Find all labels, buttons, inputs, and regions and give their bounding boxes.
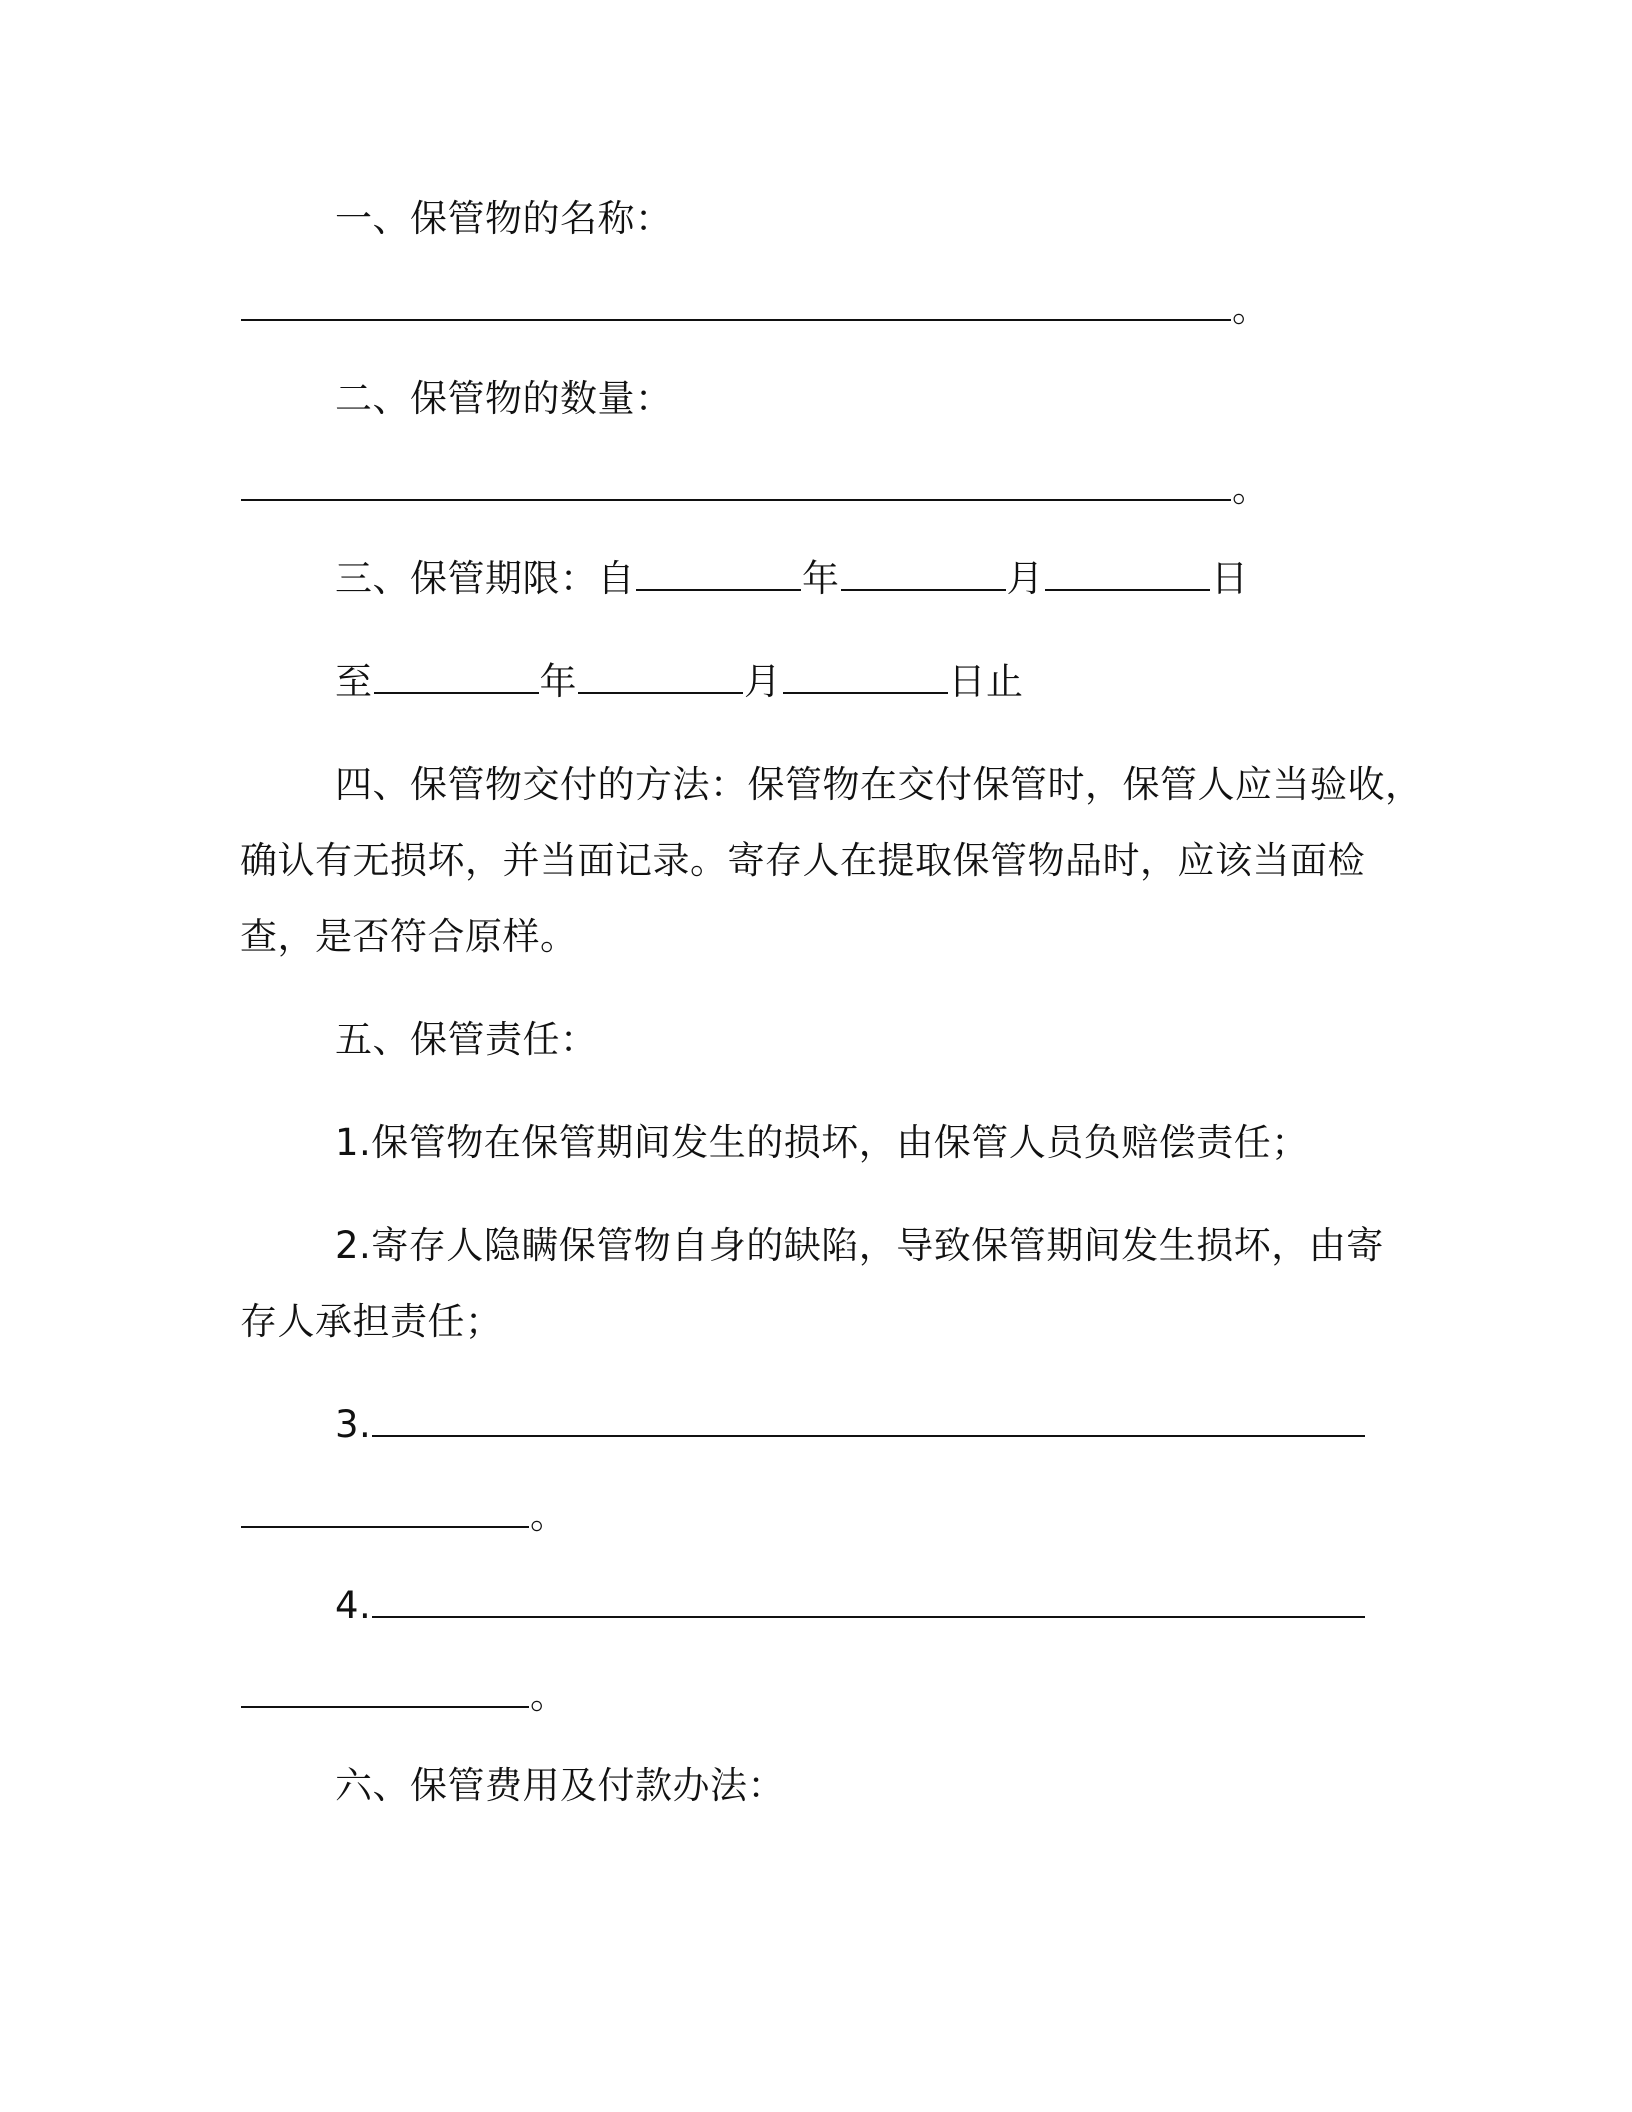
blank-field[interactable] xyxy=(241,1496,529,1528)
month-label: 月 xyxy=(744,660,782,703)
start-day-field[interactable] xyxy=(1045,559,1210,591)
section-5-item-4-line-1 xyxy=(335,1583,1366,1629)
section-2-blank-line xyxy=(240,466,1270,512)
day-label: 日 xyxy=(1211,557,1249,600)
section-4-line-1: 四、保管物交付的方法：保管物在交付保管时，保管人应当验收， xyxy=(335,763,1423,806)
section-5-item-3-line-1 xyxy=(335,1402,1366,1448)
section-5-item-2-line-2: 存人承担责任； xyxy=(240,1300,503,1343)
section-4-line-3: 查，是否符合原样。 xyxy=(240,915,578,958)
year-label: 年 xyxy=(802,557,840,600)
blank-field[interactable] xyxy=(372,1586,1365,1618)
blank-field[interactable] xyxy=(241,469,1231,501)
end-day-field[interactable] xyxy=(783,662,948,694)
blank-field[interactable] xyxy=(372,1405,1365,1437)
section-3-line-2 xyxy=(335,659,1024,705)
section-2-title: 二、保管物的数量： xyxy=(335,377,673,420)
section-5-item-3-line-2 xyxy=(240,1493,568,1539)
period: 。 xyxy=(530,1494,568,1537)
item-number: 4. xyxy=(335,1584,372,1627)
period: 。 xyxy=(1232,467,1270,510)
start-month-field[interactable] xyxy=(841,559,1006,591)
period: 。 xyxy=(530,1674,568,1717)
day-end-label: 日止 xyxy=(948,660,1024,703)
section-6-title: 六、保管费用及付款办法： xyxy=(335,1764,785,1807)
section-3-line-1 xyxy=(335,556,1249,602)
end-month-field[interactable] xyxy=(578,662,743,694)
section-5-item-2-line-1: 2.寄存人隐瞒保管物自身的缺陷，导致保管期间发生损坏，由寄 xyxy=(335,1224,1384,1267)
item-number: 3. xyxy=(335,1403,372,1446)
section-5-item-1: 1.保管物在保管期间发生的损坏，由保管人员负赔偿责任； xyxy=(335,1121,1309,1164)
period: 。 xyxy=(1232,287,1270,330)
start-year-field[interactable] xyxy=(636,559,801,591)
section-1-title: 一、保管物的名称： xyxy=(335,197,673,240)
year-label: 年 xyxy=(539,660,577,703)
term-label: 三、保管期限：自 xyxy=(335,557,635,600)
month-label: 月 xyxy=(1006,557,1044,600)
section-1-blank-line xyxy=(240,286,1270,332)
to-label: 至 xyxy=(335,660,373,703)
end-year-field[interactable] xyxy=(374,662,539,694)
blank-field[interactable] xyxy=(241,1676,529,1708)
section-4-line-2: 确认有无损坏，并当面记录。寄存人在提取保管物品时，应该当面检 xyxy=(240,839,1365,882)
section-5-item-4-line-2 xyxy=(240,1673,568,1719)
blank-field[interactable] xyxy=(241,289,1231,321)
section-5-title: 五、保管责任： xyxy=(335,1018,598,1061)
